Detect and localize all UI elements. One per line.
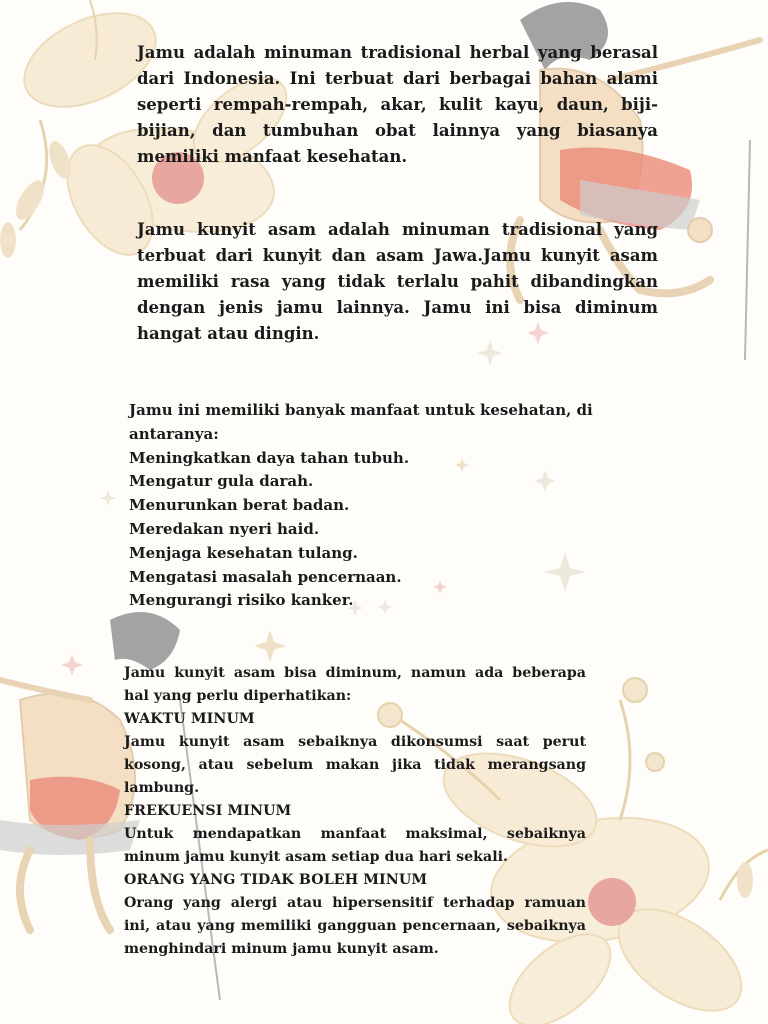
intro-paragraph-1-text: Jamu adalah minuman tradisional herbal yang berasal dari Indonesia. Ini terbuat dari berbagai bahan alami seperti rempah-rempah, akar, kulit kayu, daun, biji-bijian, dan tumbuhan obat lainnya yang biasanya memiliki manfaat kesehatan. [137,43,658,166]
list-item: Mengatasi masalah pencernaan. [129,567,402,586]
usage-notes [124,662,586,961]
list-item: Meredakan nyeri haid. [129,519,320,538]
section-body-waktu-minum: Jamu kunyit asam sebaiknya dikonsumsi saat perut kosong, atau sebelum makan jika tidak merangsang lambung. [124,734,586,796]
section-heading-waktu-minum: WAKTU MINUM [124,711,255,727]
intro-paragraph-2 [137,217,658,347]
list-item: Mengatur gula darah. [129,472,314,491]
list-item: Mengurangi risiko kanker. [129,591,354,610]
list-item: Meningkatkan daya tahan tubuh. [129,448,410,467]
section-body-frekuensi-minum: Untuk mendapatkan manfaat maksimal, sebaiknya minum jamu kunyit asam setiap dua hari sekali. [124,826,586,865]
section-heading-frekuensi-minum: FREKUENSI MINUM [124,803,292,819]
intro-paragraph-1 [137,40,658,170]
list-item: Menurunkan berat badan. [129,496,350,515]
section-heading-tidak-boleh-minum: ORANG YANG TIDAK BOLEH MINUM [124,872,428,888]
benefits-intro: Jamu ini memiliki banyak manfaat untuk kesehatan, di antaranya: [129,401,593,443]
notes-intro: Jamu kunyit asam bisa diminum, namun ada beberapa hal yang perlu diperhatikan: [124,665,586,704]
list-item: Menjaga kesehatan tulang. [129,543,358,562]
section-body-tidak-boleh-minum: Orang yang alergi atau hipersensitif terhadap ramuan ini, atau yang memiliki gangguan pencernaan, sebaiknya menghindari minum jamu kunyit asam. [124,895,586,957]
benefits-list [129,399,599,613]
intro-paragraph-2-text: Jamu kunyit asam adalah minuman tradisional yang terbuat dari kunyit dan asam Jawa.Jamu kunyit asam memiliki rasa yang tidak terlalu pahit dibandingkan dengan jenis jamu lainnya. Jamu ini bisa diminum hangat atau dingin. [137,220,658,343]
